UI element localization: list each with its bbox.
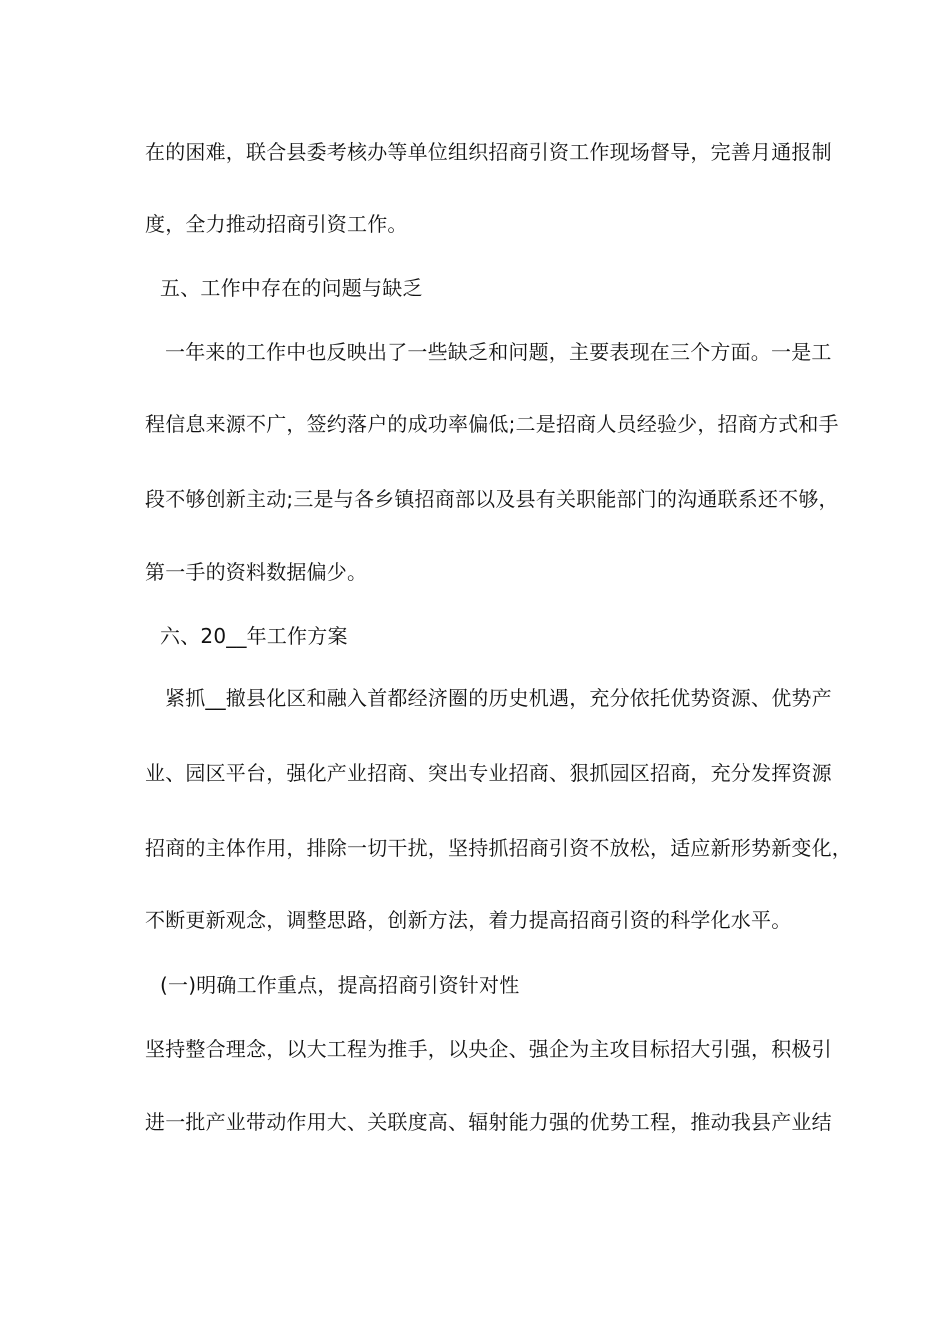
paragraph-line-1: 在的困难，联合县委考核办等单位组织招商引资工作现场督导，完善月通报制: [145, 140, 832, 164]
paragraph-line-9: 招商的主体作用，排除一切干扰，坚持抓招商引资不放松，适应新形势新变化，: [145, 836, 852, 860]
paragraph-line-2: 度，全力推动招商引资工作。: [145, 212, 408, 236]
paragraph-line-5: 段不够创新主动;三是与各乡镇招商部以及县有关职能部门的沟通联系还不够，: [145, 487, 839, 511]
paragraph-line-4: 程信息来源不广，签约落户的成功率偏低;二是招商人员经验少，招商方式和手: [145, 412, 839, 436]
paragraph-line-6: 第一手的资料数据偏少。: [145, 560, 368, 584]
subsection-heading-1: (一)明确工作重点，提高招商引资针对性: [160, 973, 520, 997]
paragraph-line-3: 一年来的工作中也反映出了一些缺乏和问题，主要表现在三个方面。一是工: [165, 340, 832, 364]
section-heading-5: 五、工作中存在的问题与缺乏: [160, 276, 423, 300]
section-heading-6: 六、20__年工作方案: [160, 624, 348, 648]
paragraph-line-8: 业、园区平台，强化产业招商、突出专业招商、狠抓园区招商，充分发挥资源: [145, 761, 832, 785]
paragraph-line-7: 紧抓__撤县化区和融入首都经济圈的历史机遇，充分依托优势资源、优势产: [165, 686, 832, 710]
paragraph-line-12: 进一批产业带动作用大、关联度高、辐射能力强的优势工程，推动我县产业结: [145, 1110, 832, 1134]
paragraph-line-11: 坚持整合理念，以大工程为推手，以央企、强企为主攻目标招大引强，积极引: [145, 1037, 832, 1061]
paragraph-line-10: 不断更新观念，调整思路，创新方法，着力提高招商引资的科学化水平。: [145, 908, 792, 932]
